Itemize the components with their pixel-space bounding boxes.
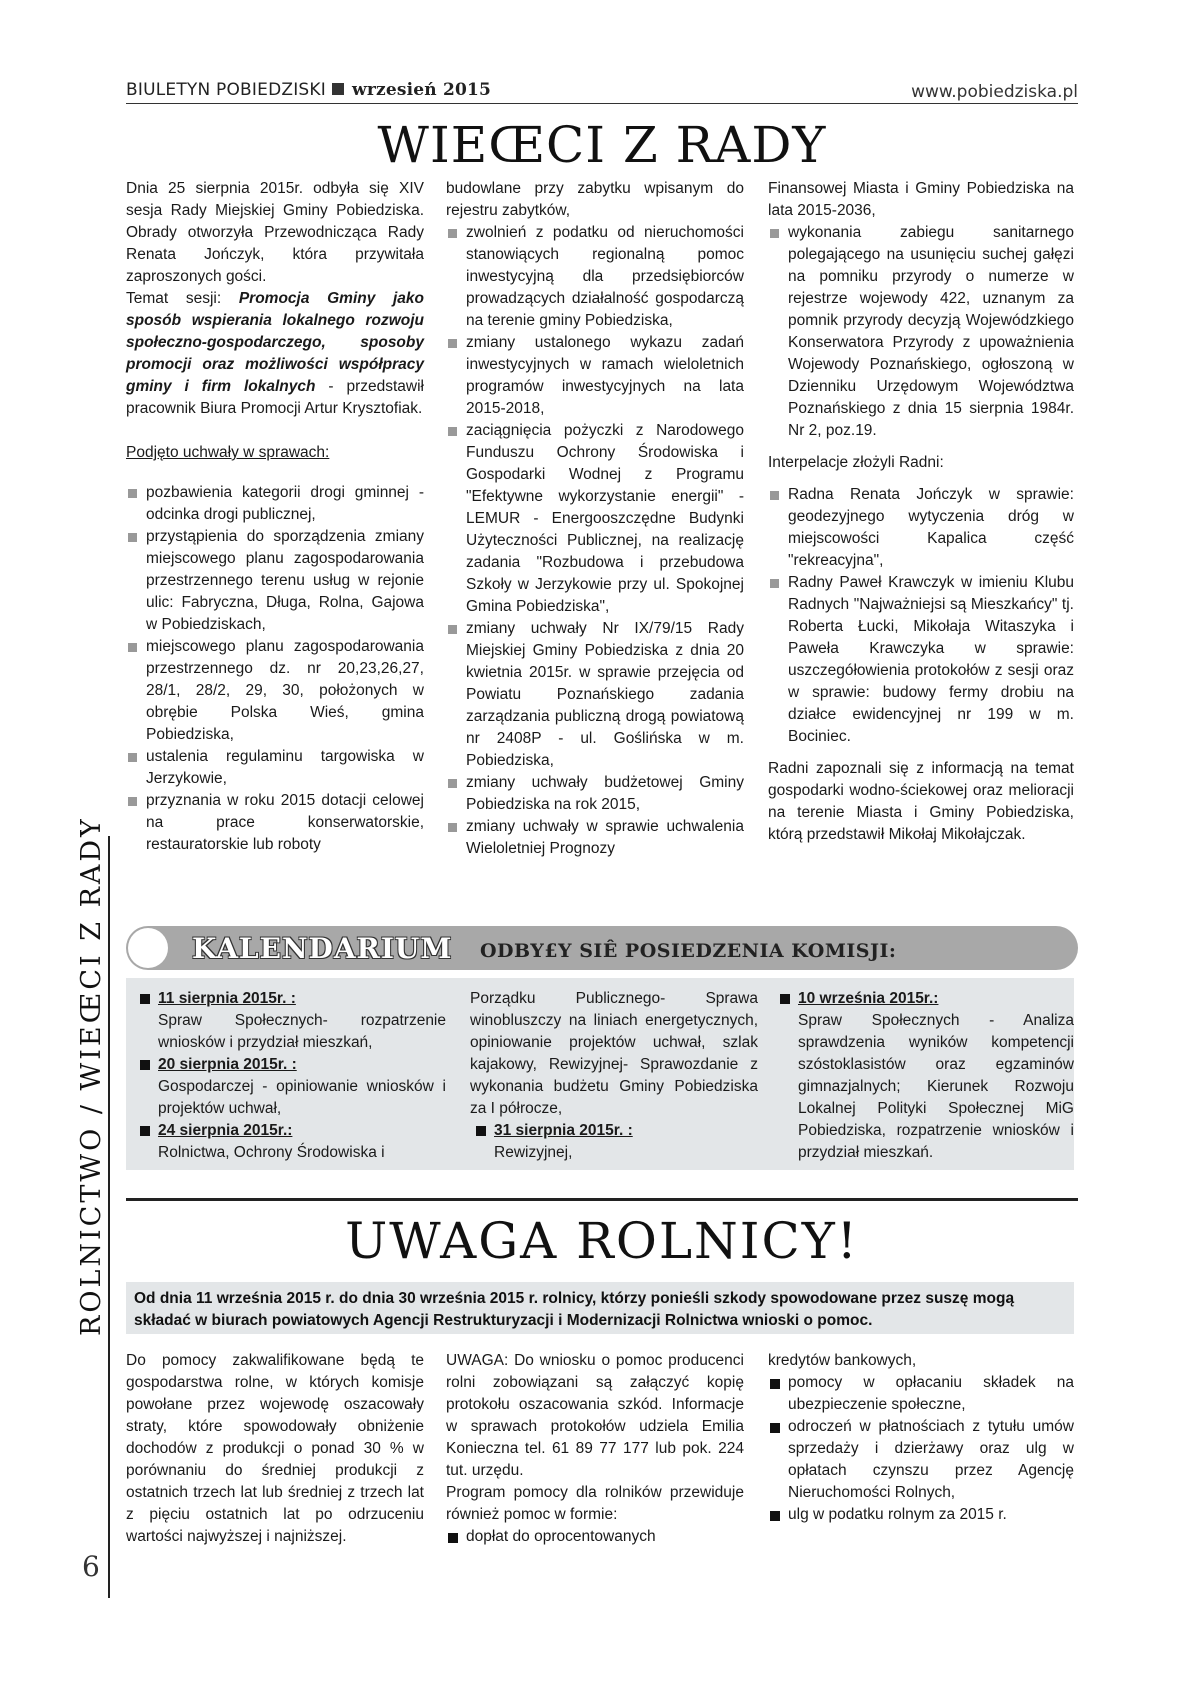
list-item: pomocy w opłacaniu składek na ubezpieczenie społeczne, xyxy=(768,1372,1074,1416)
list-item: przystąpienia do sporządzenia zmiany miejscowego planu zagospodarowania przestrzennego terenu usług w rejonie ulic: Fabryczna, Długa, Rolna, Gajowa w Pobiedziskach, xyxy=(126,526,424,636)
meeting-description: Rolnictwa, Ochrony Środowiska i xyxy=(158,1144,385,1161)
uwaga-lead: Od dnia 11 września 2015 r. do dnia 30 września 2015 r. rolnicy, którzy ponieśli szkody spowodowane przez suszę mogą składać w biurach powiatowych Agencji Restrukturyzacji i Modernizacji Rolnictwa wnioski o pomoc. xyxy=(126,1282,1074,1334)
uwaga-title: UWAGA ROLNICY! xyxy=(345,1212,859,1270)
kalendarium-column-2 xyxy=(470,988,758,1164)
resolutions-heading: Podjęto uchwały w sprawach: xyxy=(126,444,330,461)
uwaga-column-1 xyxy=(126,1350,424,1548)
issue-date: wrzesień 2015 xyxy=(351,80,492,100)
article-column-3 xyxy=(768,178,1074,846)
list-item: zmiany ustalonego wykazu zadań inwestycyjnych w ramach wieloletnich programów inwestycyjnych na lata 2015-2018, xyxy=(446,332,744,420)
resolutions-list-1 xyxy=(126,482,424,856)
continuation-text: Finansowej Miasta i Gminy Pobiedziska na lata 2015-2036, xyxy=(768,180,1074,219)
side-section-label: ROLNICTWO / WIEŒCI Z RADY xyxy=(76,816,107,1336)
list-item: ustalenia regulaminu targowiska w Jerzykowie, xyxy=(126,746,424,790)
list-item: miejscowego planu zagospodarowania przestrzennego dz. nr 20,23,26,27, 28/1, 28/2, 29, 30, położonych w obrębie Polska Wieś, gmina Pobiedziska, xyxy=(126,636,424,746)
meeting-description: Porządku Publicznego- Sprawa winobluszczy na liniach energetycznych, opiniowanie projektów uchwał, szlak kajakowy, Rewizyjnej- Sprawozdanie z wykonania budżetu Gminy Pobiedziska za I półrocze, xyxy=(470,990,758,1117)
meeting-date: 24 sierpnia 2015r.: xyxy=(134,1120,446,1142)
topic-text: Promocja Gminy jako sposób wspierania lokalnego rozwoju społeczno-gospodarczego, sposoby promocji oraz możliwości współpracy gminy i firm lokalnych xyxy=(126,290,425,395)
meeting-date: 10 września 2015r.: xyxy=(774,988,1074,1010)
meeting-description: Spraw Społecznych- rozpatrzenie wniosków i przydział mieszkań, xyxy=(158,1012,446,1051)
kalendarium-circle-icon xyxy=(128,928,168,968)
list-item: zmiany uchwały budżetowej Gminy Pobiedziska na rok 2015, xyxy=(446,772,744,816)
list-item: odroczeń w płatnościach z tytułu umów sprzedaży i dzierżawy oraz ulg w opłatach czynszu przez Agencję Nieruchomości Rolnych, xyxy=(768,1416,1074,1504)
list-item: zwolnień z podatku od nieruchomości stanowiących regionalną pomoc inwestycyjną dla przedsiębiorców prowadzących działalność gospodarczą na terenie gminy Pobiedziska, xyxy=(446,222,744,332)
topic-suffix: - przedstawił pracownik Biura Promocji Artur Krysztofiak. xyxy=(126,378,425,417)
closing-paragraph: Radni zapoznali się z informacją na temat gospodarki wodno-ściekowej oraz melioracji na terenie Miasta i Gminy Pobiedziska, którą przedstawił Mikołaj Mikołajczak. xyxy=(768,760,1074,843)
list-item: wykonania zabiegu sanitarnego polegającego na usunięciu suchej gałęzi na pomniku przyrody o numerze w rejestrze wojewody 422, uznanym za pomnik przyrody decyzją Wojewódzkiego Konserwatora Przyrody z upoważnienia Wojewody Poznańskiego, ogłoszoną w Dzienniku Urzędowym Województwa Poznańskiego z dnia 15 sierpnia 1984r. Nr 2, poz.19. xyxy=(768,222,1074,442)
aid-forms-list-1 xyxy=(446,1526,744,1548)
meeting-description: Spraw Społecznych - Analiza sprawdzenia wyników kompetencji szóstoklasistów oraz egzaminów gimnazjalnych; Kierunek Rozwoju Lokalnej Polityki Społecznej MiG Pobiedziska, rozpatrzenie wniosków i przydział mieszkań. xyxy=(798,1012,1074,1161)
list-item: pozbawienia kategorii drogi gminnej - odcinka drogi publicznej, xyxy=(126,482,424,526)
uwaga-column-3 xyxy=(768,1350,1074,1526)
article-intro: Dnia 25 sierpnia 2015r. odbyła się XIV sesja Rady Miejskiej Gminy Pobiedziska. Obrady otworzyła Przewodnicząca Rady Renata Jończyk, która przywitała zaproszonych gości. xyxy=(126,180,424,285)
kalendarium-column-1 xyxy=(134,988,446,1164)
session-topic xyxy=(126,288,424,420)
kalendarium-column-3 xyxy=(774,988,1074,1164)
list-item: Radna Renata Jończyk w sprawie: geodezyjnego wytyczenia dróg w miejscowości Kapalica część "rekreacyjna", xyxy=(768,484,1074,572)
list-item: ulg w podatku rolnym za 2015 r. xyxy=(768,1504,1074,1526)
publication-header xyxy=(126,80,491,100)
resolutions-list-3 xyxy=(768,222,1074,442)
topic-prefix: Temat sesji: xyxy=(126,290,239,307)
list-item: przyznania w roku 2015 dotacji celowej na prace konserwatorskie, restauratorskie lub roboty xyxy=(126,790,424,856)
section-divider xyxy=(126,1198,1078,1201)
uwaga-paragraph: Do pomocy zakwalifikowane będą te gospodarstwa rolne, w których komisje powołane przez wojewodę oszacowały straty, które spowodowały obniżenie dochodów z produkcji o ponad 30 % w porównaniu do średniej produkcji z ostatnich trzech lat lub średniej z trzech lat z pięciu ostatnich lat po odrzuceniu wartości najwyższej i najniższej. xyxy=(126,1352,424,1545)
article-column-1 xyxy=(126,178,424,856)
list-item: zmiany uchwały w sprawie uchwalenia Wieloletniej Prognozy xyxy=(446,816,744,860)
page-number: 6 xyxy=(82,1550,100,1583)
kalendarium-subtitle: ODBY£Y SIÊ POSIEDZENIA KOMISJI: xyxy=(480,940,897,962)
list-item: dopłat do oprocentowanych xyxy=(446,1526,744,1548)
kalendarium-title: KALENDARIUM xyxy=(192,932,453,965)
meeting-date: 20 sierpnia 2015r. : xyxy=(134,1054,446,1076)
header-divider xyxy=(126,103,1078,104)
list-item: zaciągnięcia pożyczki z Narodowego Funduszu Ochrony Środowiska i Gospodarki Wodnej z Programu "Efektywne wykorzystanie energii" - LEMUR - Energooszczędne Budynki Użyteczności Publicznej, na realizację zadania "Rozbudowa i przebudowa Szkoły w Jerzykowie przy ul. Spokojnej Gmina Pobiedziska", xyxy=(446,420,744,618)
square-separator-icon xyxy=(332,83,344,95)
continuation-text: kredytów bankowych, xyxy=(768,1352,917,1369)
section-title: WIEŒCI Z RADY xyxy=(377,116,827,174)
meeting-date: 11 sierpnia 2015r. : xyxy=(134,988,446,1010)
website-link[interactable]: www.pobiedziska.pl xyxy=(911,82,1078,102)
article-column-2 xyxy=(446,178,744,860)
meeting-date: 31 sierpnia 2015r. : xyxy=(470,1120,758,1142)
interpellations-list xyxy=(768,484,1074,748)
side-vertical-rule xyxy=(108,836,110,1598)
aid-forms-list-2 xyxy=(768,1372,1074,1526)
resolutions-list-2 xyxy=(446,222,744,860)
meeting-description: Gospodarczej - opiniowanie wniosków i projektów uchwał, xyxy=(158,1078,446,1117)
interpellations-heading: Interpelacje złożyli Radni: xyxy=(768,454,944,471)
meeting-description: Rewizyjnej, xyxy=(494,1144,573,1161)
list-item: zmiany uchwały Nr IX/79/15 Rady Miejskiej Gminy Pobiedziska z dnia 20 kwietnia 2015r. w sprawie przejęcia od Powiatu Poznańskiego zadania zarządzania publiczną drogą powiatową nr 2408P - ul. Goślińska w m. Pobiedziska, xyxy=(446,618,744,772)
uwaga-program: Program pomocy dla rolników przewiduje również pomoc w formie: xyxy=(446,1484,744,1523)
uwaga-note: UWAGA: Do wniosku o pomoc producenci rolni zobowiązani są załączyć kopię protokołu oszacowania szkód. Informacje w sprawach protokołów udziela Emilia Konieczna tel. 61 89 77 177 lub pok. 224 tut. urzędu. xyxy=(446,1352,744,1479)
publication-name: BIULETYN POBIEDZISKI xyxy=(126,80,326,100)
list-item: Radny Paweł Krawczyk w imieniu Klubu Radnych "Najważniejsi są Mieszkańcy" tj. Roberta Łucki, Mikołaja Witaszyka i Pawełа Krawczyka w sprawie: uszczegółowienia protokołów z sesji oraz w sprawie: budowy fermy drobiu na działce ewidencyjnej nr 199 w m. Bociniec. xyxy=(768,572,1074,748)
continuation-text: budowlane przy zabytku wpisanym do rejestru zabytków, xyxy=(446,180,744,219)
uwaga-column-2 xyxy=(446,1350,744,1548)
